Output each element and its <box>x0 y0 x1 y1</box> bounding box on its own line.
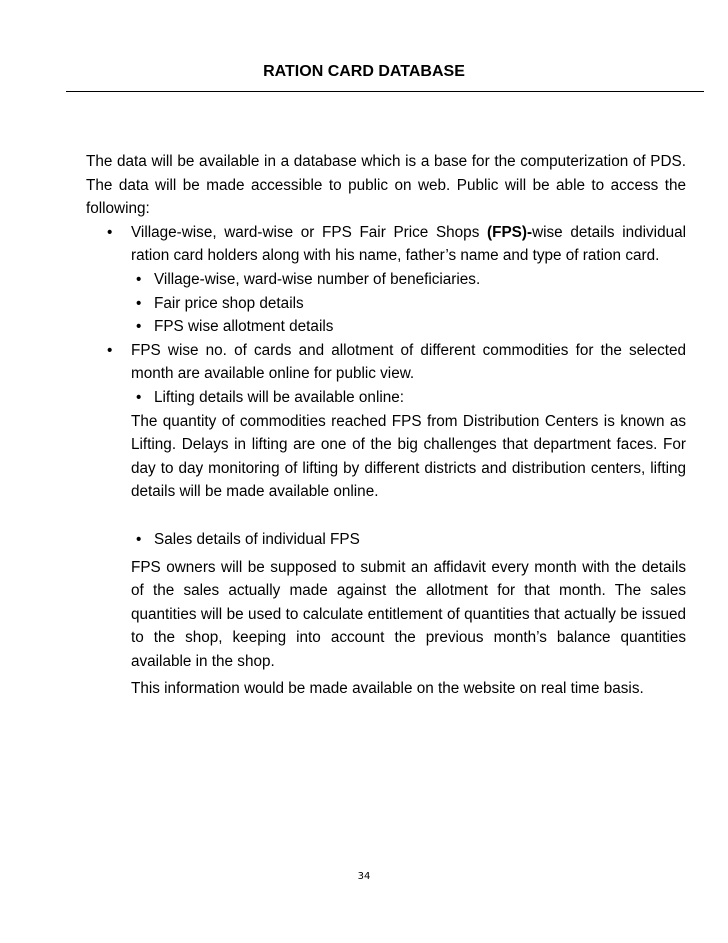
bullet-item-village-wise <box>86 221 686 268</box>
sub-list-item-sales <box>86 528 686 552</box>
sub-item-text: Fair price shop details <box>154 294 304 312</box>
bullet-text: FPS wise no. of cards and allotment of different commodities for the selected month are available online for public view. <box>131 341 686 383</box>
bullet-text-after: wise details individual ration card holders along with his name, father’s name and type of ration card. <box>131 223 686 265</box>
document-body <box>86 150 686 701</box>
bullet-icon: • <box>107 223 113 241</box>
sub-list-item <box>86 315 686 339</box>
sub-list-item <box>86 268 686 292</box>
bullet-icon: • <box>136 318 142 336</box>
bullet-icon: • <box>136 294 142 312</box>
page-number: 34 <box>357 871 371 882</box>
closing-paragraph: This information would be made available on the website on real time basis. <box>131 680 644 698</box>
bullet-bold-fps: (FPS)- <box>487 223 533 241</box>
sales-paragraph: FPS owners will be supposed to submit an affidavit every month with the details of the sales actually made against the allotment for that month. The sales quantities will be used to calculate entitlement of quantities that actually be issued to the shop, keeping into account the previous month’s balance quantities available in the shop. <box>131 558 686 670</box>
bullet-icon: • <box>136 270 142 288</box>
lifting-paragraph: The quantity of commodities reached FPS from Distribution Centers is known as Lifting. Delays in lifting are one of the big challenges that department faces. For day to day monitoring of lifting by different districts and distribution centers, lifting details will be made available online. <box>131 412 686 501</box>
sub-list-item-lifting <box>86 386 686 410</box>
sub-item-text: Sales details of individual FPS <box>154 530 360 548</box>
spacer <box>86 504 686 528</box>
sub-item-text: Village-wise, ward-wise number of beneficiaries. <box>154 270 481 288</box>
bullet-text-before: Village-wise, ward-wise or FPS Fair Price Shops <box>131 223 488 241</box>
sub-list-item <box>86 292 686 316</box>
sub-item-text: Lifting details will be available online: <box>154 388 405 406</box>
bullet-icon: • <box>136 388 142 406</box>
bullet-icon: • <box>136 530 142 548</box>
title-divider <box>66 91 704 92</box>
bullet-icon: • <box>107 341 113 359</box>
intro-paragraph: The data will be available in a database which is a base for the computerization of PDS. The data will be made accessible to public on web. Public will be able to access the following: <box>86 153 686 218</box>
page-title: RATION CARD DATABASE <box>263 63 465 80</box>
sub-item-text: FPS wise allotment details <box>154 318 334 336</box>
bullet-item-fps-wise <box>86 339 686 386</box>
